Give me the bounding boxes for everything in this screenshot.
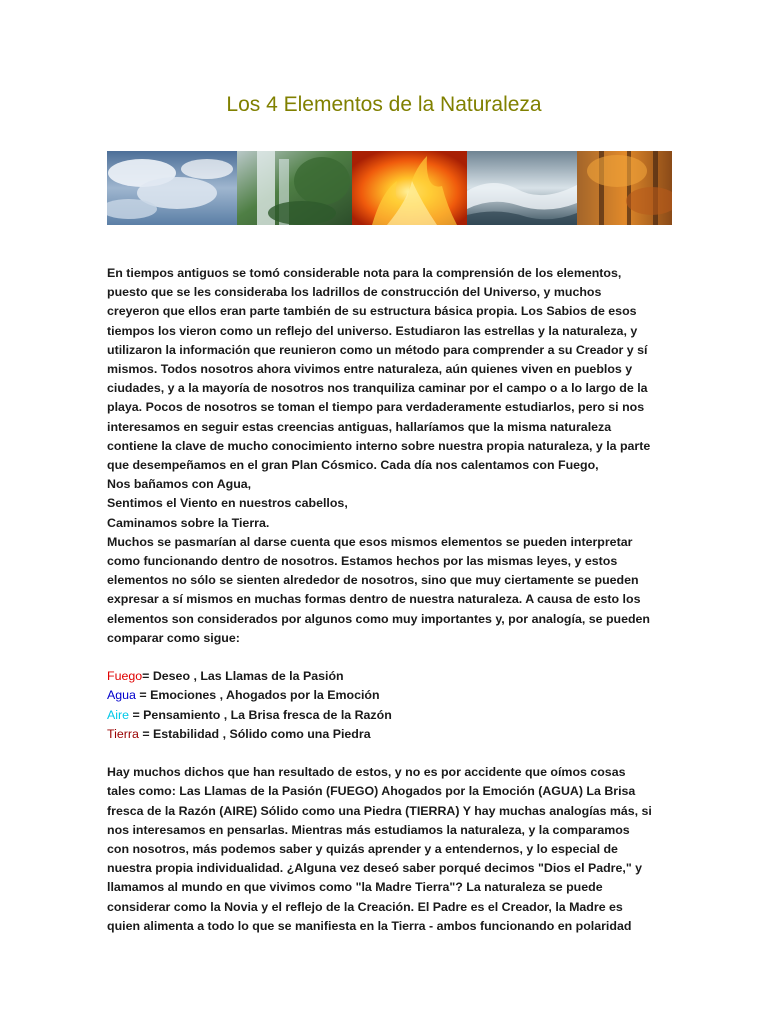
- element-line-fuego: [107, 667, 667, 686]
- element-name-fuego: Fuego: [107, 669, 143, 684]
- text-line: quien alimenta a todo lo que se manifiesta en la Tierra - ambos funcionando en polaridad: [107, 918, 632, 933]
- element-desc-tierra: = Estabilidad , Sólido como una Piedra: [138, 726, 371, 741]
- page-title: Los 4 Elementos de la Naturaleza: [226, 93, 542, 116]
- text-line: tiempos los vieron como un reflejo del universo. Estudiaron las estrellas y la naturaleza, y: [107, 323, 638, 338]
- text-line: contiene la clave de mucho conocimiento interno sobre nuestra propia naturaleza, y la parte: [107, 438, 651, 453]
- text-line: llamamos al mundo en que vivimos como "la Madre Tierra"? La naturaleza se puede: [107, 880, 603, 895]
- text-line: fresca de la Razón (AIRE) Sólido como una Piedra (TIERRA) Y hay muchas analogías más, si: [107, 803, 652, 818]
- elements-banner-image: [107, 151, 672, 225]
- spacer: [107, 744, 667, 763]
- text-line: creyeron que ellos eran parte también de su estructura básica propia. Los Sabios de esos: [107, 304, 637, 319]
- text-line: comparar como sigue:: [107, 630, 240, 645]
- element-line-aire: [107, 706, 667, 725]
- text-line: tales como: Las Llamas de la Pasión (FUEGO) Ahogados por la Emoción (AGUA) La Brisa: [107, 784, 636, 799]
- text-line: Sentimos el Viento en nuestros cabellos,: [107, 496, 348, 511]
- element-line-tierra: [107, 725, 667, 744]
- text-line: puesto que se les consideraba los ladrillos de construcción del Universo, y muchos: [107, 285, 602, 300]
- text-line: En tiempos antiguos se tomó considerable nota para la comprensión de los elementos,: [107, 266, 622, 280]
- banner-graphic: [107, 151, 672, 225]
- text-line: interesamos en seguir estas creencias antiguas, hallaríamos que la misma naturaleza: [107, 419, 612, 434]
- element-line-agua: [107, 686, 667, 705]
- element-name-tierra: Tierra: [107, 726, 139, 741]
- text-line: nuestra propia individualidad. ¿Alguna vez deseó saber porqué decimos "Dios el Padre," y: [107, 861, 643, 876]
- text-line: con nosotros, más podemos saber y quizás aprender y a entendernos, y lo especial de: [107, 842, 618, 857]
- element-name-aire: Aire: [107, 707, 130, 722]
- article-body: [107, 264, 667, 936]
- text-line: playa. Pocos de nosotros se toman el tiempo para verdaderamente estudiarlos, pero si nos: [107, 400, 645, 415]
- spacer: [107, 648, 667, 667]
- text-line: nos interesamos en pensarlas. Mientras más estudiamos la naturaleza, y la comparamos: [107, 822, 630, 837]
- element-desc-fuego: = Deseo , Las Llamas de la Pasión: [142, 669, 344, 684]
- element-name-agua: Agua: [107, 688, 136, 703]
- element-desc-aire: = Pensamiento , La Brisa fresca de la Razón: [129, 707, 392, 722]
- text-line: expresar a sí mismos en muchas formas dentro de nuestra naturaleza. A causa de esto los: [107, 592, 641, 607]
- text-line: elementos no sólo se sienten alrededor de nosotros, sino que muy ciertamente se pueden: [107, 573, 639, 588]
- text-line: utilizaron la información que reunieron como un método para comprender a su Creador y sí: [107, 342, 648, 357]
- text-line: mismos. Todos nosotros ahora vivimos entre naturaleza, aún quienes viven en pueblos y: [107, 362, 633, 377]
- text-line: Caminamos sobre la Tierra.: [107, 515, 270, 530]
- text-line: como funcionando dentro de nosotros. Estamos hechos por las mismas leyes, y estos: [107, 554, 618, 569]
- text-line: que desempeñamos en el gran Plan Cósmico. Cada día nos calentamos con Fuego,: [107, 458, 599, 473]
- elements-list: [107, 667, 667, 744]
- paragraph-1: [107, 264, 667, 648]
- text-line: considerar como la Novia y el reflejo de la Creación. El Padre es el Creador, la Madre es: [107, 899, 623, 914]
- text-line: ciudades, y a la mayoría de nosotros nos tranquiliza caminar por el campo o a lo largo de la: [107, 381, 648, 396]
- text-line: Hay muchos dichos que han resultado de estos, y no es por accidente que oímos cosas: [107, 765, 626, 780]
- text-line: Muchos se pasmarían al darse cuenta que esos mismos elementos se pueden interpretar: [107, 534, 633, 549]
- text-line: elementos son considerados por algunos como muy importantes y, por analogía, se pueden: [107, 611, 651, 626]
- paragraph-2: [107, 763, 667, 936]
- text-line: Nos bañamos con Agua,: [107, 477, 252, 492]
- element-desc-agua: = Emociones , Ahogados por la Emoción: [135, 688, 380, 703]
